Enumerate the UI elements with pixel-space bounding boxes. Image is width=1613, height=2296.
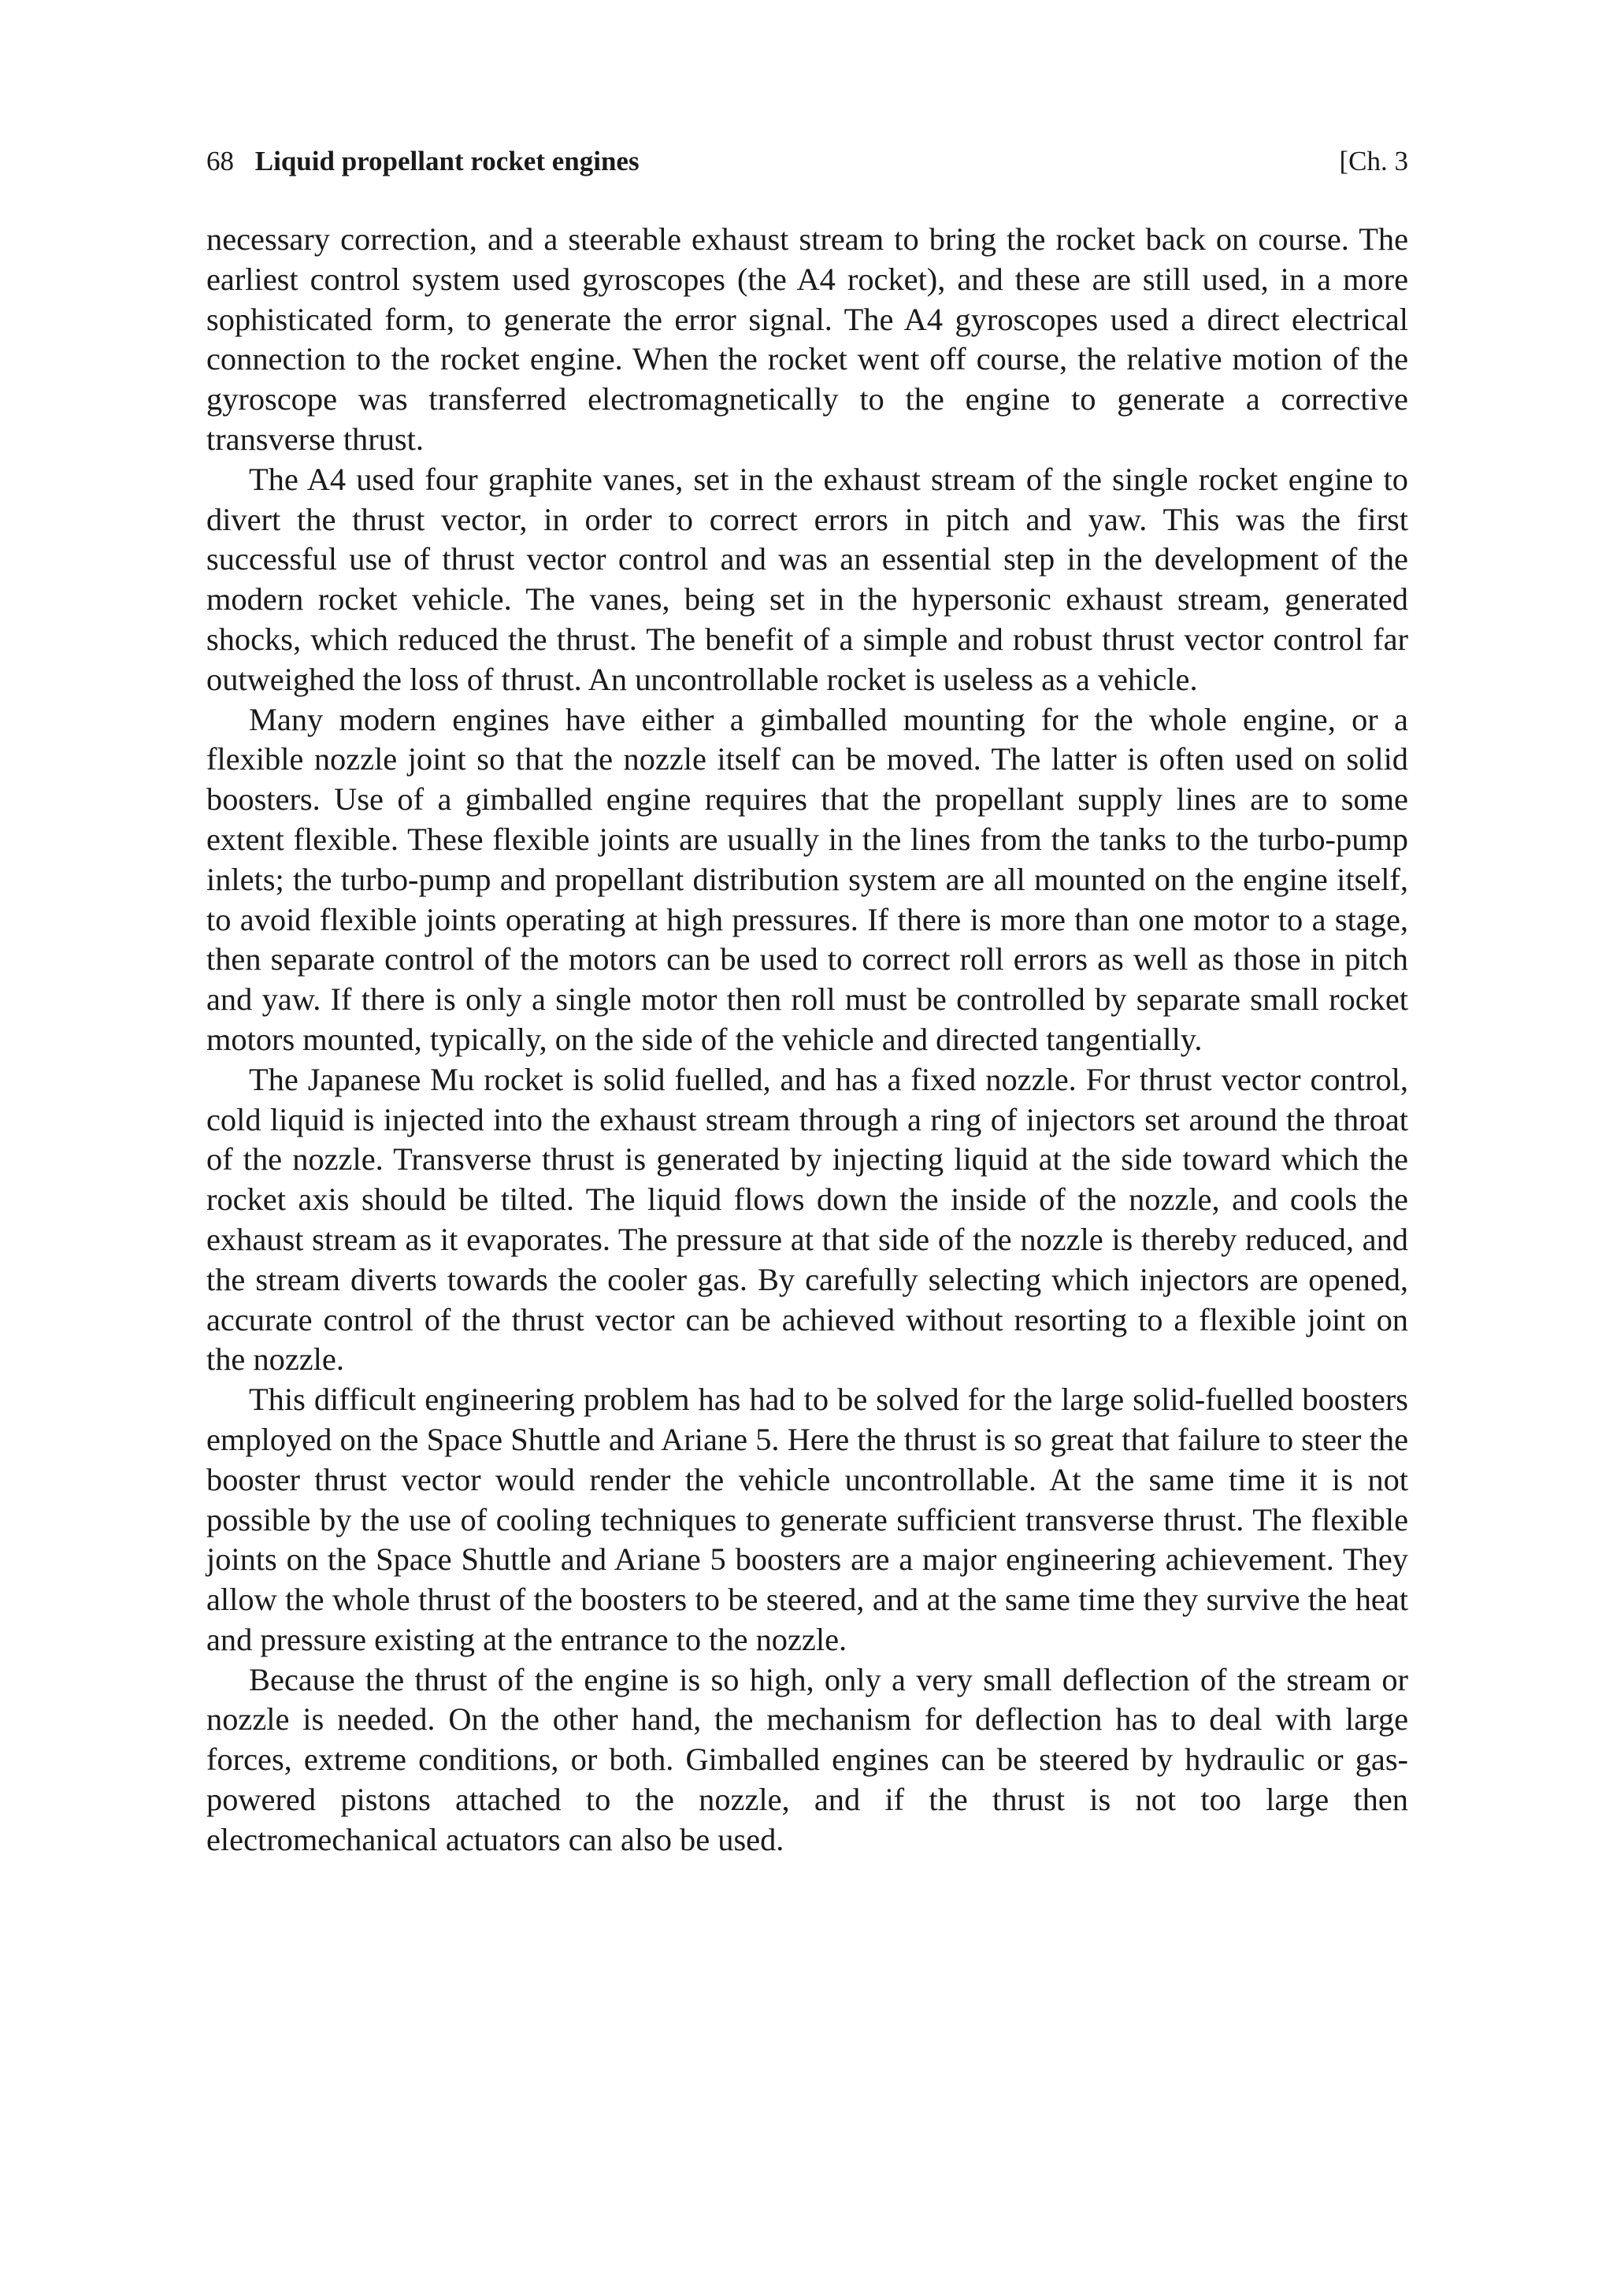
paragraph-continued: necessary correction, and a steerable exhaust stream to bring the rocket back on course. The earliest control system used gyroscopes (the A4 rocket), and these are still used, in a more sophisticated form, to generate the error signal. The A4 gyroscopes used a direct electrical connection to the rocket engine. When the rocket went off course, the relative motion of the gyroscope was transferred electromagnetically to the engine to generate a corrective transverse thrust. [206,221,1408,457]
running-head [206,142,1408,181]
body-text [206,220,1408,1860]
paragraph-small-deflection: Because the thrust of the engine is so high, only a very small deflection of the stream or nozzle is needed. On the other hand, the mechanism for deflection has to deal with large forces, extreme conditions, or both. Gimballed engines can be steered by hydraulic or gas-powered pistons attached to the nozzle, and if the thrust is not too large then electromechanical actuators can also be used. [206,1661,1408,1857]
chapter-reference: [Ch. 3 [1339,146,1408,176]
paragraph-solid-boosters: This difficult engineering problem has had to be solved for the large solid-fuelled boosters employed on the Space Shuttle and Ariane 5. Here the thrust is so great that failure to steer the booster thrust vector would render the vehicle uncontrollable. At the same time it is not possible by the use of cooling techniques to generate sufficient transverse thrust. The flexible joints on the Space Shuttle and Ariane 5 boosters are a major engineering achievement. They allow the whole thrust of the boosters to be steered, and at the same time they survive the heat and pressure existing at the entrance to the nozzle. [206,1382,1408,1657]
chapter-title: Liquid propellant rocket engines [254,146,640,176]
page-number: 68 [206,146,234,176]
paragraph-mu-rocket: The Japanese Mu rocket is solid fuelled, and has a fixed nozzle. For thrust vector control, cold liquid is injected into the exhaust stream through a ring of injectors set around the throat of the nozzle. Transverse thrust is generated by injecting liquid at the side toward which the rocket axis should be tilted. The liquid flows down the inside of the nozzle, and cools the exhaust stream as it evaporates. The pressure at that side of the nozzle is thereby reduced, and the stream diverts towards the cooler gas. By carefully selecting which injectors are opened, accurate control of the thrust vector can be achieved without resorting to a flexible joint on the nozzle. [206,1061,1408,1378]
paragraph-a4-graphite-vanes: The A4 used four graphite vanes, set in the exhaust stream of the single rocket engine to divert the thrust vector, in order to correct errors in pitch and yaw. This was the first successful use of thrust vector control and was an essential step in the development of the modern rocket vehicle. The vanes, being set in the hypersonic exhaust stream, generated shocks, which reduced the thrust. The benefit of a simple and robust thrust vector control far outweighed the loss of thrust. An uncontrollable rocket is useless as a vehicle. [206,461,1408,697]
paragraph-gimballed-engines: Many modern engines have either a gimballed mounting for the whole engine, or a flexible nozzle joint so that the nozzle itself can be moved. The latter is often used on solid boosters. Use of a gimballed engine requires that the propellant supply lines are to some extent flexible. These flexible joints are usually in the lines from the tanks to the turbo-pump inlets; the turbo-pump and propellant distribution system are all mounted on the engine itself, to avoid flexible joints operating at high pressures. If there is more than one motor to a stage, then separate control of the motors can be used to correct roll errors as well as those in pitch and yaw. If there is only a single motor then roll must be controlled by separate small rocket motors mounted, typically, on the side of the vehicle and directed tangentially. [206,701,1408,1057]
